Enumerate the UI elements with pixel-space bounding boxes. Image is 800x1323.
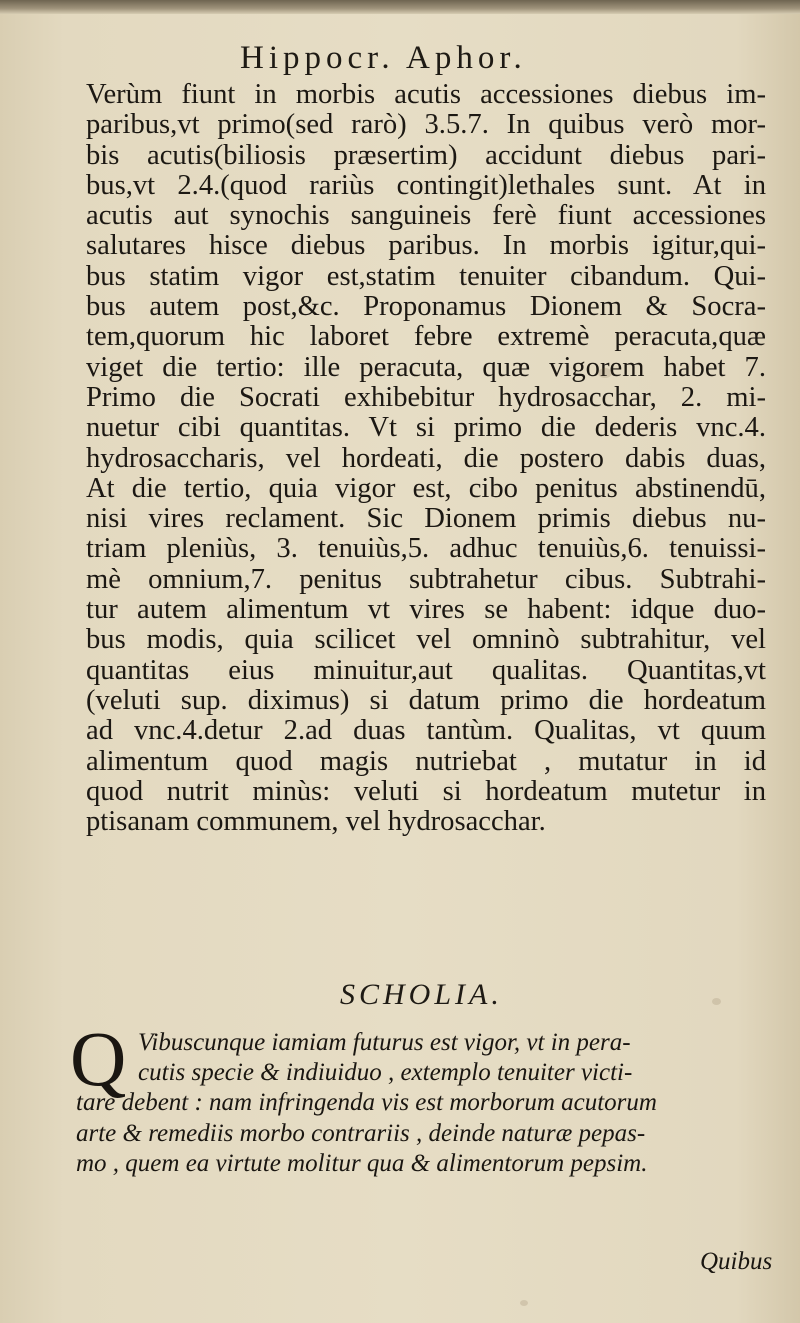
paper-stain <box>712 998 721 1005</box>
text-line: bus autem post,&c. Proponamus Dionem & Socra- <box>86 291 766 323</box>
scholia-line: arte & remediis morbo contrariis , deinde naturæ pepas- <box>76 1119 646 1147</box>
text-line: paribus,vt primo(sed rarò) 3.5.7. In quibus verò mor- <box>86 109 766 141</box>
text-line: bus modis, quia scilicet vel omninò subtrahitur, vel <box>86 624 766 656</box>
aphorism-text <box>86 80 766 837</box>
text-line: triam pleniùs, 3. tenuiùs,5. adhuc tenuiùs,6. tenuissi- <box>86 533 766 565</box>
paper-stain <box>598 368 612 378</box>
text-line: acutis aut synochis sanguineis ferè fiunt accessiones <box>86 200 766 232</box>
text-line: hydrosaccharis, vel hordeati, die postero dabis duas, <box>86 442 766 474</box>
text-line: nuetur cibi quantitas. Vt si primo die dederis vnc.4. <box>86 412 766 444</box>
text-line: ptisanam communem, vel hydrosacchar. <box>86 806 546 838</box>
paper-stain <box>520 1300 528 1306</box>
text-line: mè omnium,7. penitus subtrahetur cibus. Subtrahi- <box>86 563 766 595</box>
text-line: quod nutrit minùs: veluti si hordeatum mutetur in <box>86 775 766 807</box>
text-line: alimentum quod magis nutriebat , mutatur in id <box>86 745 766 777</box>
catchword: Quibus <box>700 1248 773 1275</box>
text-line: viget die tertio: ille peracuta, quæ vigorem habet 7. <box>86 351 766 383</box>
text-line: quantitas eius minuitur,aut qualitas. Quantitas,vt <box>86 654 766 686</box>
text-line: Verùm fiunt in morbis acutis accessiones diebus im- <box>86 79 766 110</box>
text-line: bus,vt 2.4.(quod rariùs contingit)lethales sunt. At in <box>86 169 766 201</box>
text-line: bis acutis(biliosis præsertim) accidunt diebus pari- <box>86 139 766 171</box>
running-head: Hippocr. Aphor. <box>240 40 527 76</box>
scholia-text <box>70 1015 766 1179</box>
text-line: nisi vires reclament. Sic Dionem primis diebus nu- <box>86 503 766 535</box>
text-line: (veluti sup. diximus) si datum primo die hordeatum <box>86 684 766 716</box>
page-top-edge <box>0 0 800 14</box>
scholia-line: cutis specie & indiuiduo , extemplo tenuiter victi- <box>138 1059 633 1087</box>
text-line: tur autem alimentum vt vires se habent: idque duo- <box>86 594 766 626</box>
drop-initial: Q <box>70 1015 127 1102</box>
text-line: bus statim vigor est,statim tenuiter cibandum. Qui- <box>86 260 766 292</box>
text-line: ad vnc.4.detur 2.ad duas tantùm. Qualitas, vt quum <box>86 715 766 747</box>
text-line: Primo die Socrati exhibebitur hydrosacchar, 2. mi- <box>86 381 766 413</box>
scholia-line: Vibuscunque iamiam futurus est vigor, vt in pera- <box>138 1029 631 1056</box>
scholia-line: tare debent : nam infringenda vis est morborum acutorum <box>76 1089 657 1117</box>
scholia-line: mo , quem ea virtute molitur qua & alimentorum pepsim. <box>76 1149 648 1177</box>
scholia-title: SCHOLIA. <box>340 978 503 1011</box>
text-line: At die tertio, quia vigor est, cibo penitus abstinendū, <box>86 472 766 504</box>
text-line: tem,quorum hic laboret febre extremè peracuta,quæ <box>86 321 766 353</box>
text-line: salutares hisce diebus paribus. In morbis igitur,qui- <box>86 230 766 262</box>
